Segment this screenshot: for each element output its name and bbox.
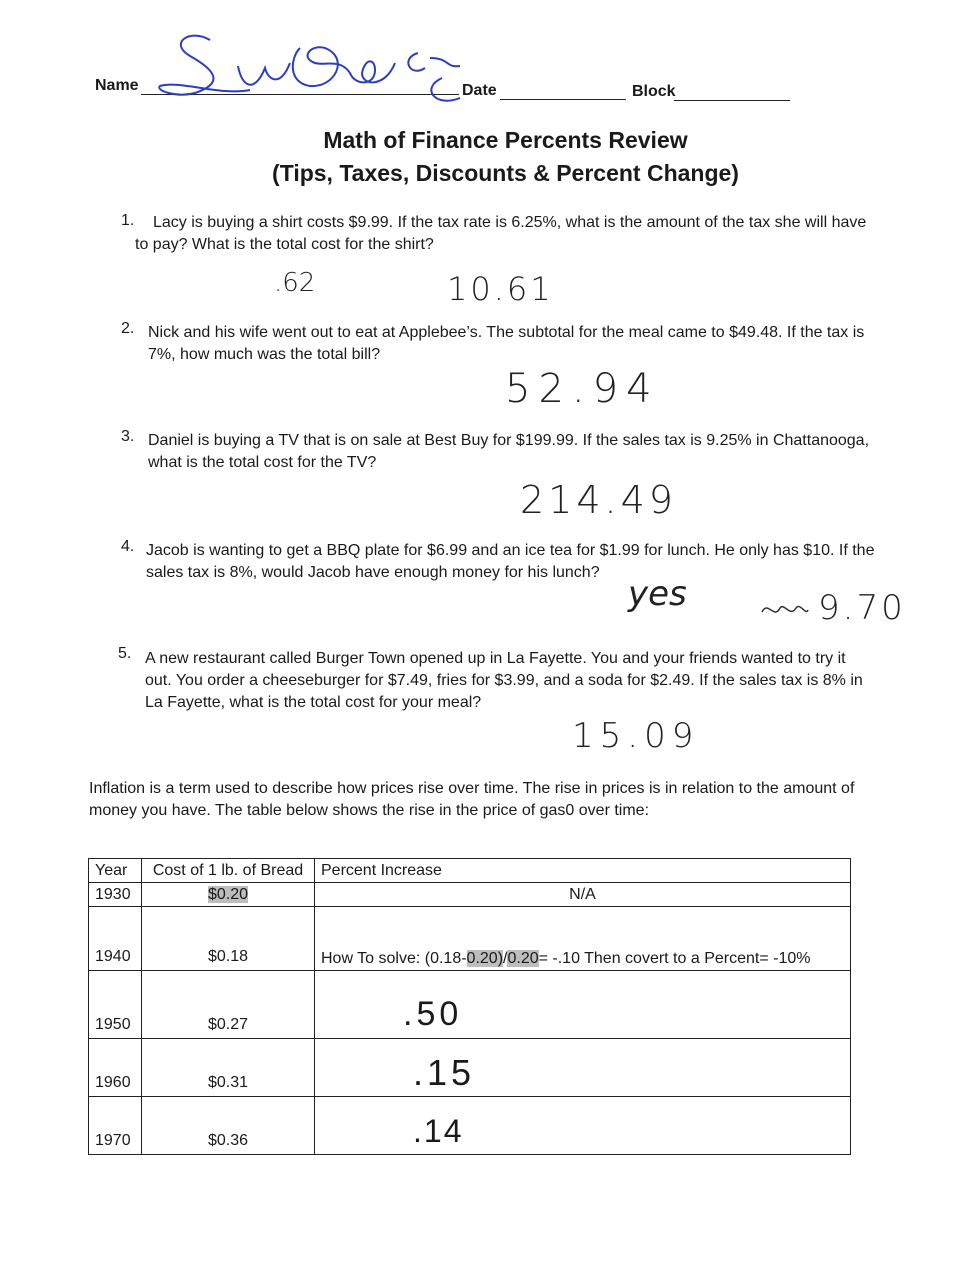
table-row <box>89 1039 851 1097</box>
handwritten-answer: 10.61 <box>447 270 554 308</box>
cost-cell: $0.18 <box>142 907 315 971</box>
year-cell: 1960 <box>89 1039 142 1097</box>
year-cell: 1950 <box>89 971 142 1039</box>
percent-cell: .14 <box>315 1097 851 1155</box>
year-cell: 1940 <box>89 907 142 971</box>
date-label: Date <box>462 82 497 99</box>
cost-cell: $0.27 <box>142 971 315 1039</box>
percent-cell: .50 <box>315 971 851 1039</box>
block-label: Block <box>632 83 676 100</box>
date-field[interactable] <box>500 99 626 100</box>
handwritten-answer: 214.49 <box>520 478 677 522</box>
year-cell: 1970 <box>89 1097 142 1155</box>
inflation-intro: Inflation is a term used to describe how prices rise over time. The rise in prices is in relation to the amount of money you have. The table below shows the rise in the price of gas0 over time: <box>89 780 855 819</box>
handwritten-answer: .62 <box>274 268 316 298</box>
question-text: A new restaurant called Burger Town opened up in La Fayette. You and your friends wanted to try it out. You order a cheeseburger for $7.49, fries for $3.99, and a soda for $2.49. If the sales tax is 8% in La Fayette, what is the total cost for your meal? <box>145 650 863 711</box>
question-number: 3. <box>121 428 135 445</box>
question-text: Nick and his wife went out to eat at Applebee’s. The subtotal for the meal came to $49.48. If the tax is 7%, how much was the total bill? <box>148 324 865 363</box>
question-number: 5. <box>118 645 132 662</box>
cost-cell: $0.36 <box>142 1097 315 1155</box>
header-year: Year <box>89 859 142 883</box>
year-cell: 1930 <box>89 883 142 907</box>
header-percent: Percent Increase <box>315 859 851 883</box>
percent-cell: N/A <box>315 883 851 907</box>
handwritten-answer: yes <box>628 574 687 614</box>
bread-price-table <box>88 858 851 1155</box>
highlighted-value: $0.20 <box>207 885 249 903</box>
table-row <box>89 1097 851 1155</box>
handwritten-signature <box>150 18 490 108</box>
table-header-row <box>89 859 851 883</box>
question-text: Lacy is buying a shirt costs $9.99. If the tax rate is 6.25%, what is the amount of the tax she will have to pay? What is the total cost for the shirt? <box>135 214 867 253</box>
question-text: Jacob is wanting to get a BBQ plate for $6.99 and an ice tea for $1.99 for lunch. He only has $10. If the sales tax is 8%, would Jacob have enough money for his lunch? <box>146 542 875 581</box>
question-text: Daniel is buying a TV that is on sale at Best Buy for $199.99. If the sales tax is 9.25% in Chattanooga, what is the total cost for the TV? <box>148 432 870 471</box>
header-cost: Cost of 1 lb. of Bread <box>142 859 315 883</box>
scribble-mark <box>760 598 810 627</box>
cost-cell: $0.31 <box>142 1039 315 1097</box>
table-row <box>89 907 851 971</box>
handwritten-answer: 15.09 <box>572 716 700 756</box>
block-field[interactable] <box>674 100 790 101</box>
name-label: Name <box>95 77 139 94</box>
question-number: 2. <box>121 320 135 337</box>
question-number: 1. <box>121 212 135 229</box>
handwritten-answer: 9.70 <box>818 588 906 628</box>
question-number: 4. <box>121 538 135 555</box>
percent-cell: How To solve: (0.18-0.20)/0.20= -.10 Then covert to a Percent= -10% <box>315 907 851 971</box>
cost-cell <box>142 883 315 907</box>
table-row <box>89 883 851 907</box>
page-subtitle: (Tips, Taxes, Discounts & Percent Change) <box>272 160 739 186</box>
table-row <box>89 971 851 1039</box>
page-title: Math of Finance Percents Review <box>323 127 688 153</box>
percent-cell: .15 <box>315 1039 851 1097</box>
handwritten-answer: 52.94 <box>505 366 660 412</box>
